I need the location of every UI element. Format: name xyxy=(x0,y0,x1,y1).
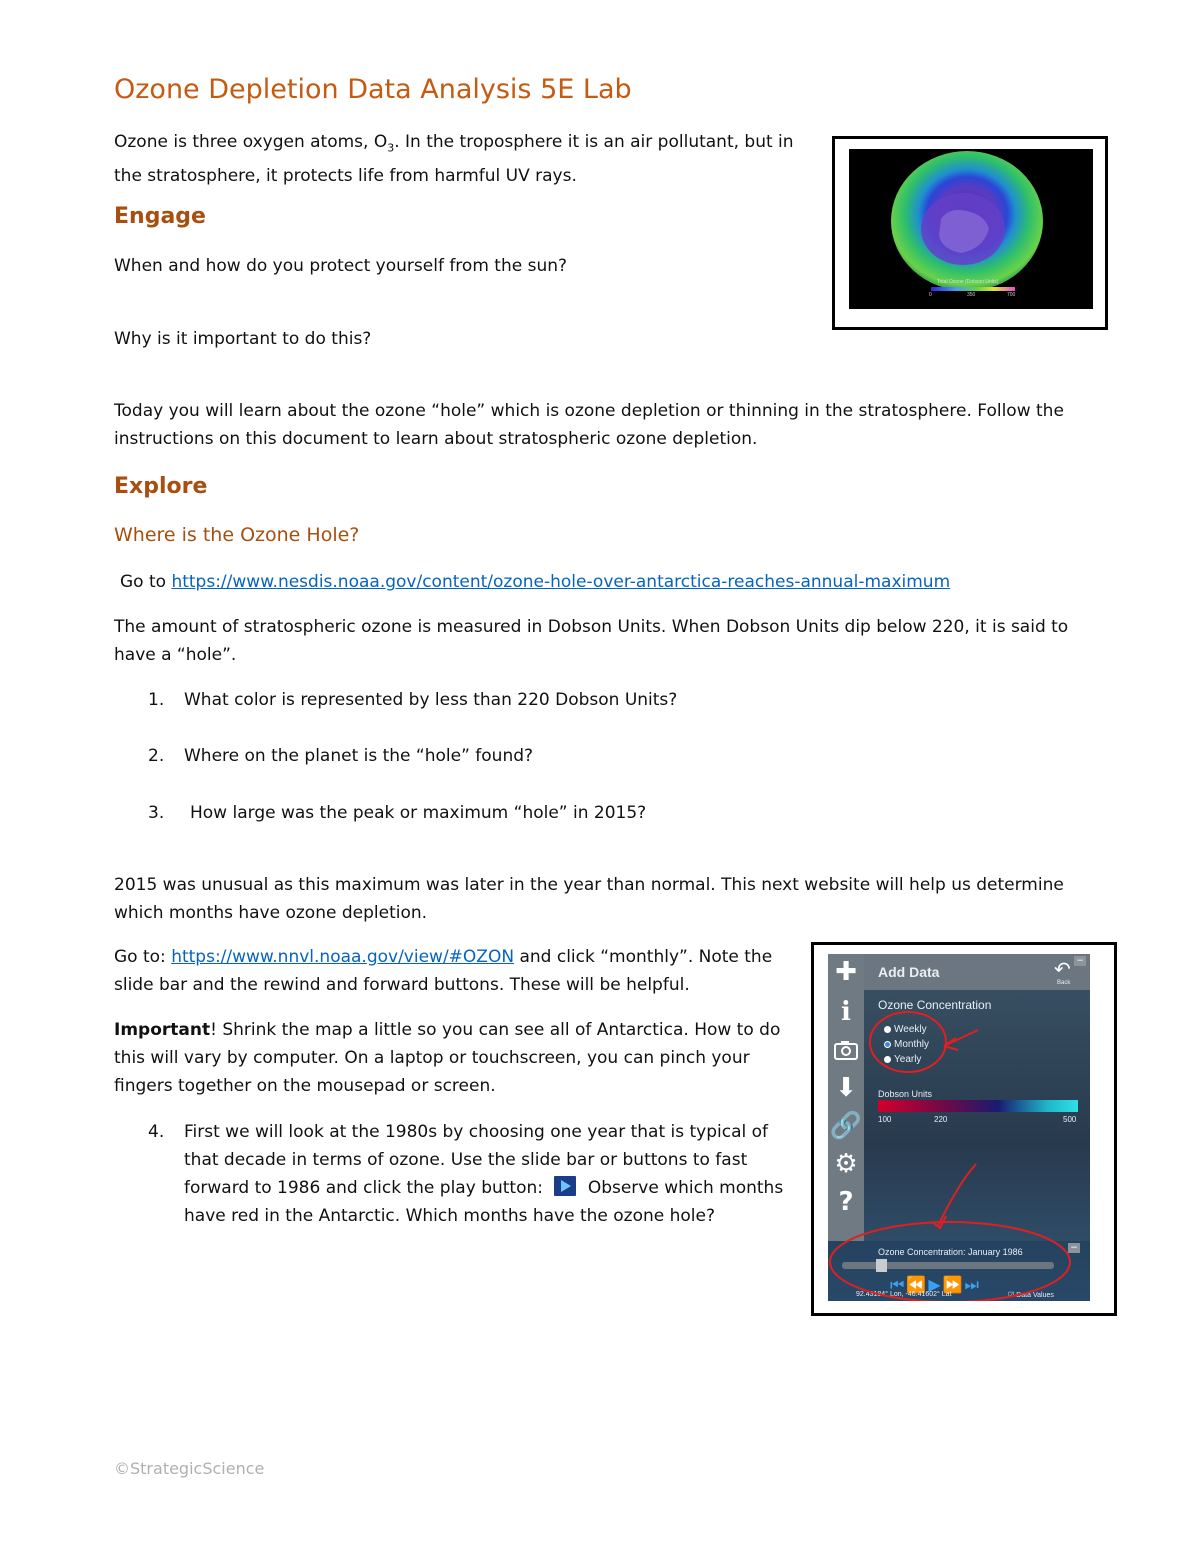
dobson-label: Dobson Units xyxy=(878,1089,933,1099)
download-icon: ⬇ xyxy=(835,1073,857,1103)
footer-copyright: ©StrategicScience xyxy=(114,1459,265,1478)
goto-line-2: Go to: https://www.nnvl.noaa.gov/view/#OZON and click “monthly”. Note the slide bar and the rewind and forward buttons. These will be helpful. xyxy=(114,947,773,995)
scale-tick: 100 xyxy=(878,1115,892,1124)
question-item: 3. How large was the peak or maximum “hole” in 2015? xyxy=(148,803,647,823)
plus-icon: ✚ xyxy=(835,957,857,987)
question-item: 1. What color is represented by less than 220 Dobson Units? xyxy=(148,690,678,710)
ozone-globe-graphic xyxy=(849,149,1093,309)
play-icon xyxy=(554,1176,576,1196)
goto-line-1: Go to https://www.nesdis.noaa.gov/content/ozone-hole-over-antarctica-reaches-annual-maximum xyxy=(120,572,951,592)
ozone-legend-tick: 0 xyxy=(929,292,932,298)
ozone-hole-image xyxy=(832,136,1108,330)
engage-question-2: Why is it important to do this? xyxy=(114,329,372,349)
question-item: 2. Where on the planet is the “hole” found? xyxy=(148,746,534,766)
unusual-paragraph: 2015 was unusual as this maximum was later in the year than normal. This next website will help us determine which months have ozone depletion. xyxy=(114,875,1064,923)
concentration-title: Ozone Concentration xyxy=(878,998,992,1012)
timeline-label: Ozone Concentration: January 1986 xyxy=(878,1247,1023,1257)
playback-controls: ⏮⏪▶⏩⏭ xyxy=(890,1275,981,1294)
engage-paragraph: Today you will learn about the ozone “hole” which is ozone depletion or thinning in the stratosphere. Follow the instructions on this document to learn about stratospheric ozone depletion. xyxy=(114,401,1064,449)
ozone-legend-tick: 700 xyxy=(1007,292,1016,298)
info-icon: i xyxy=(841,997,851,1027)
link-icon: 🔗 xyxy=(829,1111,863,1141)
engage-heading: Engage xyxy=(114,204,206,229)
explore-subheading: Where is the Ozone Hole? xyxy=(114,524,360,546)
nnvl-link[interactable]: https://www.nnvl.noaa.gov/view/#OZON xyxy=(171,947,515,967)
page-title: Ozone Depletion Data Analysis 5E Lab xyxy=(114,74,632,105)
scale-tick: 220 xyxy=(934,1115,948,1124)
question-item: 4. First we will look at the 1980s by choosing one year that is typical of that decade in terms of ozone. Use the slide bar or buttons to fast forward to 1986 and click the play button: Observe which months have red in the Antarctic. Which months have the ozone hole? xyxy=(148,1122,784,1226)
timeline-minimize-button: − xyxy=(1068,1243,1080,1253)
red-annotations xyxy=(828,954,1090,1301)
back-icon: ↶ xyxy=(1054,957,1071,981)
engage-question-1: When and how do you protect yourself from the sun? xyxy=(114,256,568,276)
help-icon: ? xyxy=(838,1187,854,1217)
nesdis-link[interactable]: https://www.nesdis.noaa.gov/content/ozone-hole-over-antarctica-reaches-annual-maximum xyxy=(171,572,951,592)
data-values-toggle: ☑ Data Values xyxy=(1008,1292,1054,1299)
coords-readout: 92.43184° Lon, -46.41602° Lat xyxy=(856,1291,952,1298)
scale-tick: 500 xyxy=(1063,1115,1077,1124)
minimize-button: − xyxy=(1074,956,1086,966)
frequency-options: Weekly Monthly Yearly xyxy=(884,1022,929,1067)
important-paragraph: Important! Shrink the map a little so you can see all of Antarctica. How to do this will vary by computer. On a laptop or touchscreen, you can pinch your fingers together on the mousepad or screen. xyxy=(114,1020,781,1096)
gear-icon: ⚙ xyxy=(834,1149,858,1179)
intro-paragraph: Ozone is three oxygen atoms, $O_3$. In the troposphere it is an air pollutant, but in the stratosphere, it protects life from harmful UV rays. xyxy=(114,132,794,187)
back-label: Back xyxy=(1057,980,1071,986)
ozone-legend-title: Total Ozone (Dobson Units) xyxy=(937,279,999,285)
ozone-legend-tick: 350 xyxy=(967,292,976,298)
explore-heading: Explore xyxy=(114,474,208,499)
add-data-label: Add Data xyxy=(878,964,940,980)
dobson-paragraph: The amount of stratospheric ozone is measured in Dobson Units. When Dobson Units dip below 220, it is said to have a “hole”. xyxy=(114,617,1069,665)
nnvl-screenshot xyxy=(811,942,1117,1316)
